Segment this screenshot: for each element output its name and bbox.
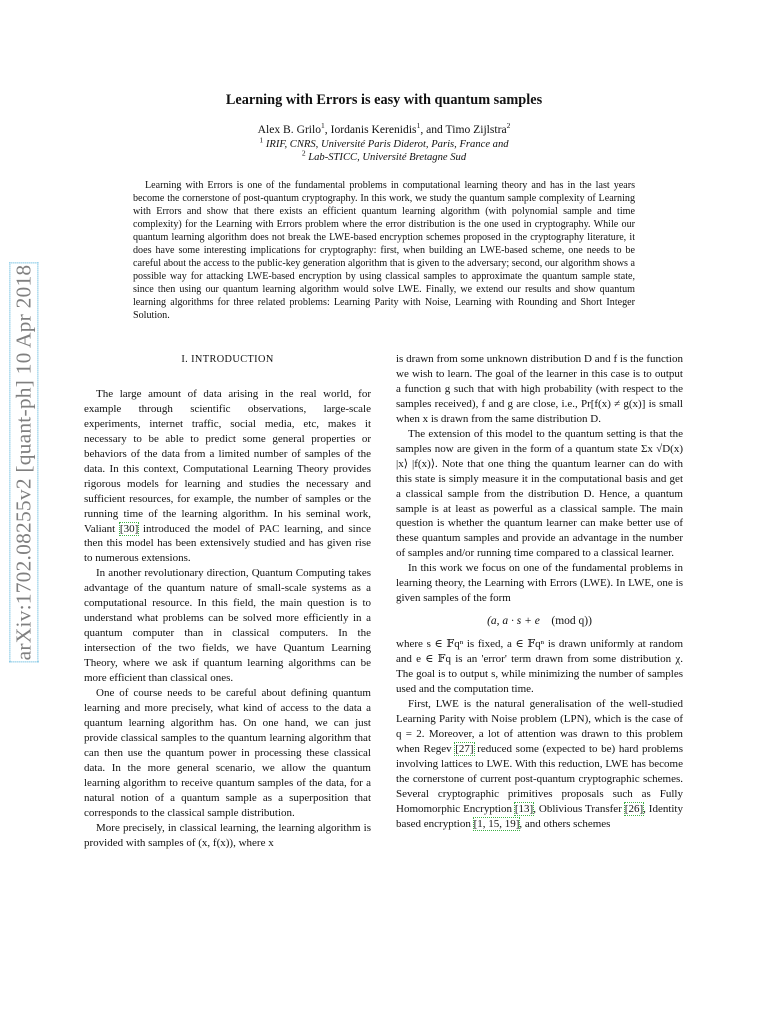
body-paragraph: The extension of this model to the quantum setting is that the samples now are given in the form of a quantum state Σx √D(x) |x⟩ |f(x)⟩. Note that one thing the quantum learner can do with this state is simply measure it in the computational basis and get a classical sample from the distribution D. Hence, a quantum sample is at least as powerful as a classical sample. The main question is whether the quantum learner can make better use of these quantum samples and provide an advantage in the number of samples and/or running time compared to a classical learner. (396, 427, 683, 560)
body-paragraph: In this work we focus on one of the fundamental problems in learning theory, the Learning with Errors (LWE). In LWE, one is given samples of the form (396, 562, 683, 605)
equation-rhs: (mod q)) (551, 615, 592, 628)
paragraph-text: First, LWE is the natural generalisation of the well-studied Learning Parity with Noise problem (LPN), which is the case of q = 2. Moreover, a lot of attention was drawn to this problem when Regev (396, 697, 683, 755)
paragraph-text: , and others schemes (519, 817, 611, 830)
author-name: Alex B. Grilo (257, 123, 322, 136)
body-paragraph: where s ∈ 𝔽qⁿ is fixed, a ∈ 𝔽qⁿ is drawn uniformly at random and e ∈ 𝔽q is an 'error' term drawn from some distribution χ. The goal is to output s, while minimizing the number of samples used and the computation time. (396, 638, 683, 696)
affiliation-2 (0, 148, 768, 163)
author-list (0, 123, 768, 136)
paragraph-text: , Oblivious Transfer (533, 802, 625, 815)
body-paragraph (84, 387, 371, 566)
lwe-sample-equation (396, 614, 683, 629)
author-separator: , and (420, 123, 446, 136)
citation-link[interactable]: [30] (119, 522, 139, 535)
arxiv-identifier-text[interactable]: arXiv:1702.08255v2 [quant-ph] 10 Apr 2018 (11, 264, 36, 660)
body-paragraph: is drawn from some unknown distribution D and f is the function we wish to learn. The goal of the learner in this case is to output a function g such that with high probability (with respect to the samples received), f and g are close, i.e., Pr[f(x) ≠ g(x)] is small when x is drawn from the same distribution D. (396, 353, 683, 425)
affiliation-marker: 1 (321, 121, 325, 131)
affiliation-text: Lab-STICC, Université Bretagne Sud (308, 152, 467, 163)
affiliation-marker: 1 (259, 135, 264, 145)
body-paragraph: One of course needs to be careful about defining quantum learning and more precisely, what kind of access to the data a quantum learning algorithm has. On one hand, we can just provide classical samples to the quantum learning algorithm that can then use the quantum power in processing these classical data. In the more general scenario, we allow the quantum learning algorithm to receive quantum samples of the data, for a natural notion of a quantum sample as a superposition that corresponds to the classical sample distribution. (84, 687, 371, 819)
citation-link[interactable]: [26] (624, 802, 644, 815)
affiliation-marker: 2 (506, 121, 511, 131)
affiliation-marker: 1 (416, 121, 421, 131)
citation-link[interactable]: [27] (455, 742, 474, 755)
body-paragraph: In another revolutionary direction, Quantum Computing takes advantage of the quantum nature of small-scale systems as a computational resource. In this field, the main question is to understand what problems can be solved more efficiently in a quantum computer than in classical computers. In the intersection of the two fields, we have Quantum Learning Theory, where we ask if quantum learning algorithms can be more efficient than classical ones. (84, 567, 371, 685)
paragraph-text: The large amount of data arising in the real world, for example through scientific observations, large-scale experiments, internet traffic, social media, etc, makes it necessary to be able to predict some general properties or behaviors of the data from a limited number of samples of the data. In this context, Computational Learning Theory provides rigorous models for learning and studies the necessary and sufficient resources, for example, the number of samples or the running time of the learning algorithm. In his seminal work, Valiant (84, 387, 371, 535)
arxiv-identifier-stamp[interactable] (2, 232, 46, 692)
author-separator: , (324, 123, 331, 136)
abstract: Learning with Errors is one of the fundamental problems in computational learning theory and has in the last years become the cornerstone of post-quantum cryptography. In this work, we study the quantum sample complexity of Learning with Errors and show that there exists an efficient quantum learning algorithm (with polynomial sample and time complexity) for the Learning with Errors problem where the error distribution is the one used in cryptography. While our quantum learning algorithm does not break the LWE-based encryption schemes proposed in the cryptography literature, it does have some interesting implications for cryptography: first, when building an LWE-based scheme, one needs to be careful about the access to the public-key generation algorithm that is given to the adversary; second, our algorithm shows a possible way for attacking LWE-based encryption by using classical samples to approximate the quantum sample state, since then using our quantum learning algorithm would solve LWE. Finally, we extend our results and show quantum learning algorithms for three related problems: Learning Parity with Noise, Learning with Rounding and Short Integer Solution. (133, 180, 635, 321)
equation-lhs: (a, a · s + e (487, 615, 540, 628)
affiliation-1 (0, 135, 768, 150)
affiliation-text: IRIF, CNRS, Université Paris Diderot, Paris, France and (265, 139, 509, 150)
paper-title: Learning with Errors is easy with quantum samples (225, 92, 543, 108)
paragraph-text: , Identity based encryption (396, 802, 683, 830)
body-paragraph (396, 697, 683, 832)
author-name: Timo Zijlstra (445, 123, 507, 136)
citation-link[interactable]: [13] (514, 802, 534, 815)
citation-link[interactable]: [1, 15, 19] (473, 817, 520, 830)
paragraph-text: reduced some (expected to be) hard problems involving lattices to LWE. With this reduction, LWE has become the cornerstone of current post-quantum cryptographic schemes. Several cryptographic primitives proposals such as Fully Homomorphic Encryption (396, 742, 683, 815)
author-name: Iordanis Kerenidis (330, 123, 417, 136)
left-column (84, 352, 371, 851)
paragraph-text: introduced the model of PAC learning, and since then this model has been extensively studied and has given rise to numerous extensions. (84, 522, 371, 565)
right-column (396, 352, 683, 832)
body-paragraph: More precisely, in classical learning, the learning algorithm is provided with samples of (x, f(x)), where x (84, 821, 371, 849)
affiliation-marker: 2 (301, 148, 306, 158)
section-heading: I. INTRODUCTION (181, 354, 274, 365)
